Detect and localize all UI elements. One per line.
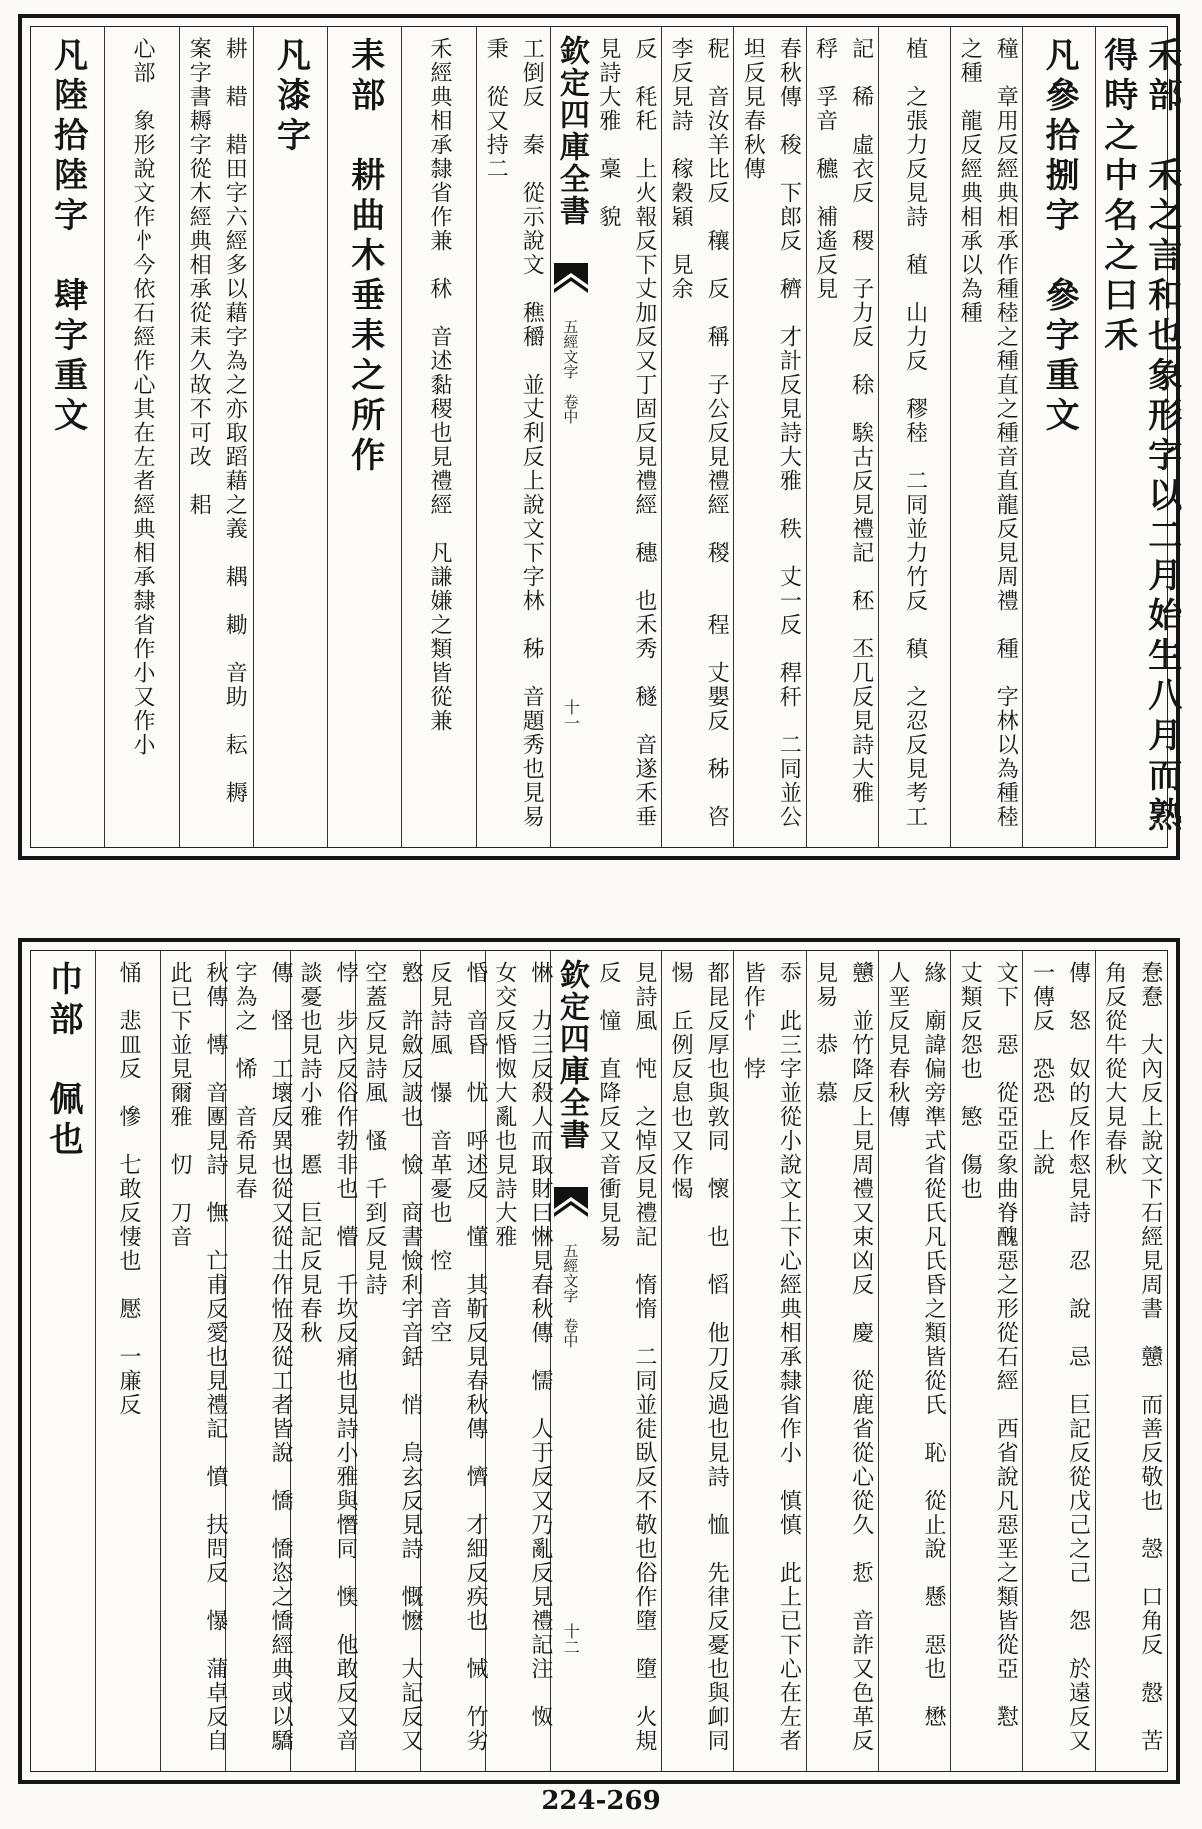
text-column: 工倒反 秦 從示說文 穛穱 並丈利反上說文下字林 秭 音題秀也見易 秉 從又持二 — [476, 27, 550, 847]
text-column: 秜 音汝羊比反 穰 反 稱 子公反見禮經 稯 程 丈嬰反 秭 咨李反見詩 稼穀穎 見余 — [661, 27, 733, 847]
text-column: 惷憃 大內反上說文下石經見周書 戇 而善反敬也 愨 口角反 慤 苦角反從牛從大見春秋 — [1095, 951, 1167, 1771]
text-column: 戇 並竹降反上見周禮又束凶反 慶 從鹿省從心從久 悊 音詐又色革反見易 恭 慕 — [806, 951, 878, 1771]
text-column: 都昆反厚也與敦同 懷 也 慆 他刀反過也見詩 恤 先律反憂也與卹同 惕 丘例反息也又作愒 — [661, 951, 733, 1771]
text-column: 傳 怪 工壞反異也從又從土作恠及從工者皆說 憍 憍恣之憍經典或以驕字為之 悕 音希見春 — [225, 951, 290, 1771]
text-column: 凡漆字 — [253, 27, 327, 847]
page-number: 224-269 — [541, 1786, 661, 1816]
text-column: 惏 力三反殺人而取財曰惏見春秋傳 懦 人于反又乃亂反見禮記注 怓 女交反惛怓大亂也見詩大雅 — [485, 951, 550, 1771]
text-column: 巾部 佩也 — [43, 961, 84, 1161]
page-frame — [30, 950, 1168, 1777]
text-column: 忝 此三字並從小說文上下心經典相承隸省作小 慎慎 此上已下心在左者皆作忄 悖 — [733, 951, 805, 1771]
volume-label: 五經文字 卷中 — [561, 319, 580, 424]
text-column: 心部 象形說文作㣺今依石經作心其在左者經典相承隸省作小又作小 — [104, 27, 178, 847]
columns-left-half — [31, 951, 553, 1771]
text-column: 春秋傳 稄 下郎反 穧 才計反見詩大雅 秩 丈一反 稈秆 二同並公坦反見春秋傳 — [733, 27, 805, 847]
text-column: 凡參拾捌字 參字重文 — [1022, 27, 1094, 847]
text-column: 耒部 耕曲木垂耒之所作 — [327, 27, 401, 847]
text-column: 禾經典相承隸省作兼 秫 音述黏稷也見禮經 凡謙嫌之類皆從兼 — [401, 27, 475, 847]
text-column: 禾部 禾之言和也象形字以二月始生八月而熟得時之中名之曰禾 — [1095, 27, 1167, 847]
text-column: 秋傳 慱 音團見詩 憮 亡甫反愛也見禮記 憤 扶問反 懪 蒲卓反自此已下並見爾雅 忉 刀音 — [160, 951, 225, 1771]
columns-left-half — [31, 27, 550, 853]
text-column: 記 稀 虛衣反 稷 子力反 稌 騃古反見禮記 秠 丕几反見詩大雅 稃 孚音 穮 補遙反見 — [806, 27, 878, 847]
text-column: 傳 怒 奴的反作惄見詩 忍 說 忌 巨記反從戊己之己 怨 於遠反又一傳反 恐恐 上說 — [1022, 951, 1094, 1771]
series-title: 欽定四庫全書 — [553, 959, 589, 1151]
text-column: 悖 步內反俗作勃非也 懵 千坎反痛也見詩小雅與憯同 懊 他敢反又音談憂也見詩小雅 慝 巨記反見春秋 — [290, 951, 355, 1771]
page-frame — [30, 26, 1182, 853]
fish-tail-mark-icon — [554, 1187, 588, 1229]
text-column: 反 秏秅 上火報反下丈加反又丁固反見禮經 穗 也禾秀 穟 音遂禾垂見詩大雅 稾 貌 — [595, 37, 657, 829]
columns-right-half — [590, 27, 1182, 847]
series-title: 欽定四庫全書 — [553, 35, 589, 227]
page-top — [18, 14, 1180, 860]
text-column: 穜 章用反經典相承作種稑之種直之種音直龍反見周禮 種 字林以為種稑之種 龍反經典相承以為種 — [950, 27, 1022, 847]
text-column: 憝 許斂反詖也 憸 商書憸利字音銛 悄 烏玄反見詩 慨懡 大記反又空蓋反見詩風 慅 千到反見詩 — [355, 951, 420, 1771]
text-column: 植 之張力反見詩 稙 山力反 穋稑 二同並力竹反 稹 之忍反見考工 — [878, 27, 950, 847]
fish-tail-mark-icon — [554, 263, 588, 305]
folio-number: 十二 — [561, 1623, 581, 1655]
text-column: 緣 廟諱偏旁準式省從氏凡氏昏之類皆從氏 恥 從止說 懸 惡也 懋 人垩反見春秋傳 — [878, 951, 950, 1771]
center-fold — [550, 27, 590, 847]
text-column: 耕 耤 耤田字六經多以藉字為之亦取蹈藉之義 耦 耡 音助 耘 耨 案字書耨字從木經典相承從耒久故不可改 耜 — [179, 27, 253, 847]
text-column: 文下 惡 從亞亞象曲脊醜惡之形從石經 西省說凡惡垩之類皆從亞 懟 丈類反怨也 慜 傷也 — [950, 951, 1022, 1771]
text-column: 悀 悲皿反 慘 七敢反悽也 懕 一廉反 — [95, 951, 160, 1771]
volume-label: 五經文字 卷中 — [561, 1243, 580, 1348]
text-column: 凡陸拾陸字 肆字重文 — [47, 37, 88, 437]
text-column: 見詩風 忳 之悼反見禮記 惰惰 二同並徒臥反不敬也俗作墮 墮 火規反 憧 直降反又音衝見易 — [595, 961, 657, 1753]
folio-number: 十一 — [561, 699, 581, 731]
page-bottom — [18, 938, 1180, 1784]
text-column: 惛 音昏 忧 呼述反 懂 其靳反見春秋傳 懠 才細反疾也 悈 竹劣反見詩風 懪 音革憂也 悾 音空 — [420, 951, 485, 1771]
columns-right-half — [590, 951, 1167, 1777]
